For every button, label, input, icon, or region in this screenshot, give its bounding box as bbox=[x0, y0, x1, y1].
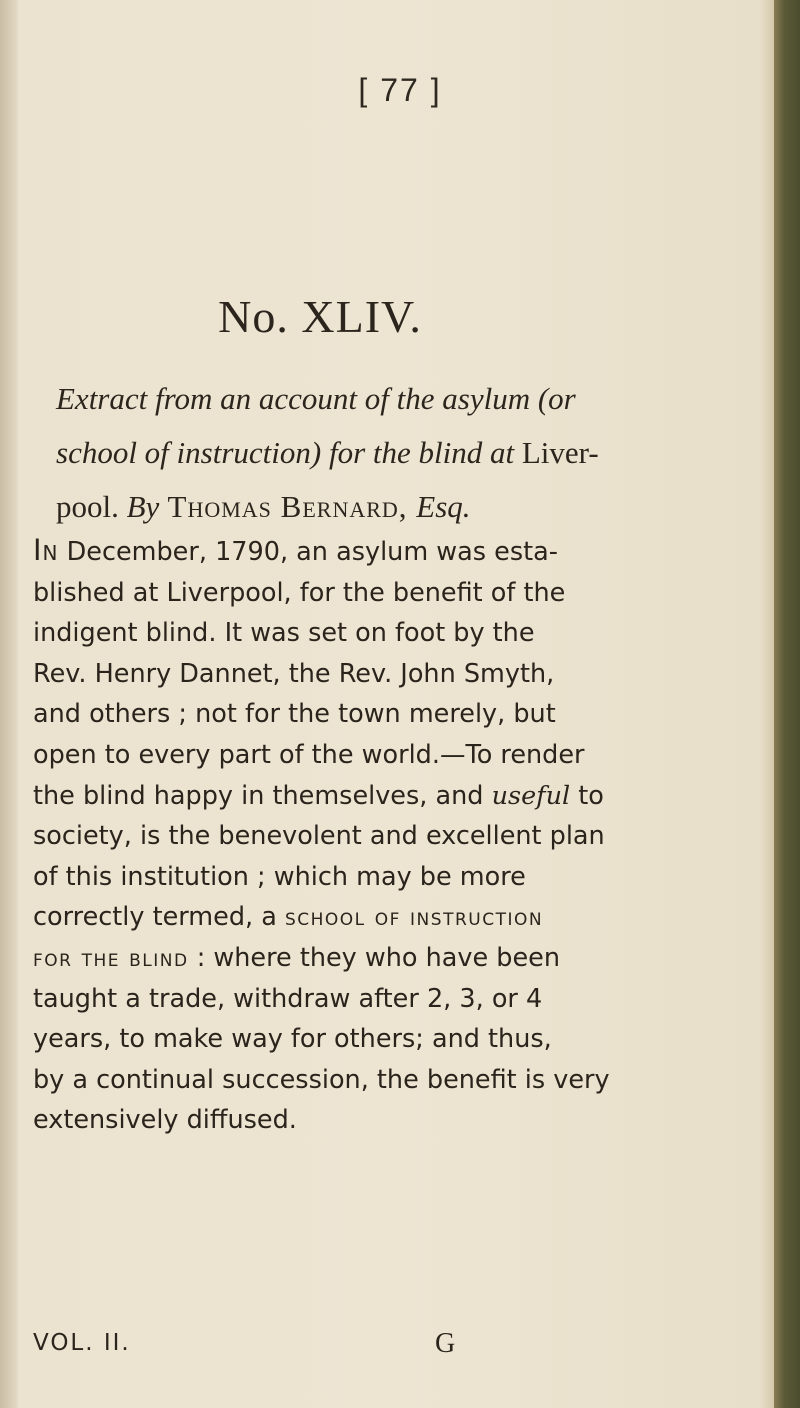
body-line bbox=[33, 897, 753, 938]
body-line bbox=[33, 776, 753, 817]
body-text: December, 1790, an asylum was esta- bbox=[58, 537, 558, 567]
body-line: taught a trade, withdraw after 2, 3, or 4 bbox=[33, 983, 543, 1014]
small-caps-text: school of instruction bbox=[284, 903, 544, 932]
author-name: Thomas Bernard, bbox=[159, 489, 417, 524]
opening-word: In bbox=[33, 533, 59, 567]
body-line: open to every part of the world.—To render bbox=[33, 739, 585, 770]
body-line bbox=[33, 938, 753, 979]
body-line: Rev. Henry Dannet, the Rev. John Smyth, bbox=[33, 658, 555, 689]
section-number: No. XLIV. bbox=[218, 291, 422, 342]
body-line: and others ; not for the town merely, but bbox=[33, 699, 556, 730]
heading-text: Liver- bbox=[514, 435, 599, 470]
article-heading bbox=[56, 372, 736, 534]
page-edge bbox=[774, 0, 800, 1408]
body-line: extensively diffused. bbox=[33, 1105, 297, 1136]
heading-text: pool. bbox=[56, 489, 127, 524]
body-line: society, is the benevolent and excellent plan bbox=[33, 821, 605, 852]
body-line: years, to make way for others; and thus, bbox=[33, 1024, 552, 1055]
body-line: of this institution ; which may be more bbox=[33, 861, 526, 892]
volume-label: VOL. II. bbox=[33, 1330, 131, 1356]
body-paragraph bbox=[33, 530, 753, 1141]
heading-line-2 bbox=[56, 426, 736, 480]
heading-line-3 bbox=[56, 480, 736, 534]
emphasis-text: useful bbox=[491, 780, 571, 811]
page-number: [ 77 ] bbox=[358, 72, 442, 108]
heading-by: By bbox=[126, 489, 160, 524]
body-text: the blind happy in themselves, and bbox=[33, 780, 492, 811]
signature-mark: G bbox=[435, 1328, 456, 1359]
page-gutter-shadow bbox=[0, 0, 18, 1408]
body-text: to bbox=[570, 780, 604, 811]
heading-line-1 bbox=[56, 372, 736, 426]
body-text: correctly termed, a bbox=[33, 902, 285, 933]
body-line bbox=[33, 530, 753, 573]
small-caps-text: for the blind bbox=[33, 943, 189, 972]
heading-text: school of instruction) for the blind at bbox=[56, 435, 515, 470]
body-line: blished at Liverpool, for the benefit of the bbox=[33, 577, 566, 608]
body-line: indigent blind. It was set on foot by the bbox=[33, 618, 535, 649]
body-line: by a continual succession, the benefit is very bbox=[33, 1064, 610, 1095]
author-title: Esq. bbox=[416, 489, 471, 524]
heading-text: Extract from an account of the asylum (or bbox=[56, 381, 576, 416]
body-text: : where they who have been bbox=[188, 942, 560, 973]
